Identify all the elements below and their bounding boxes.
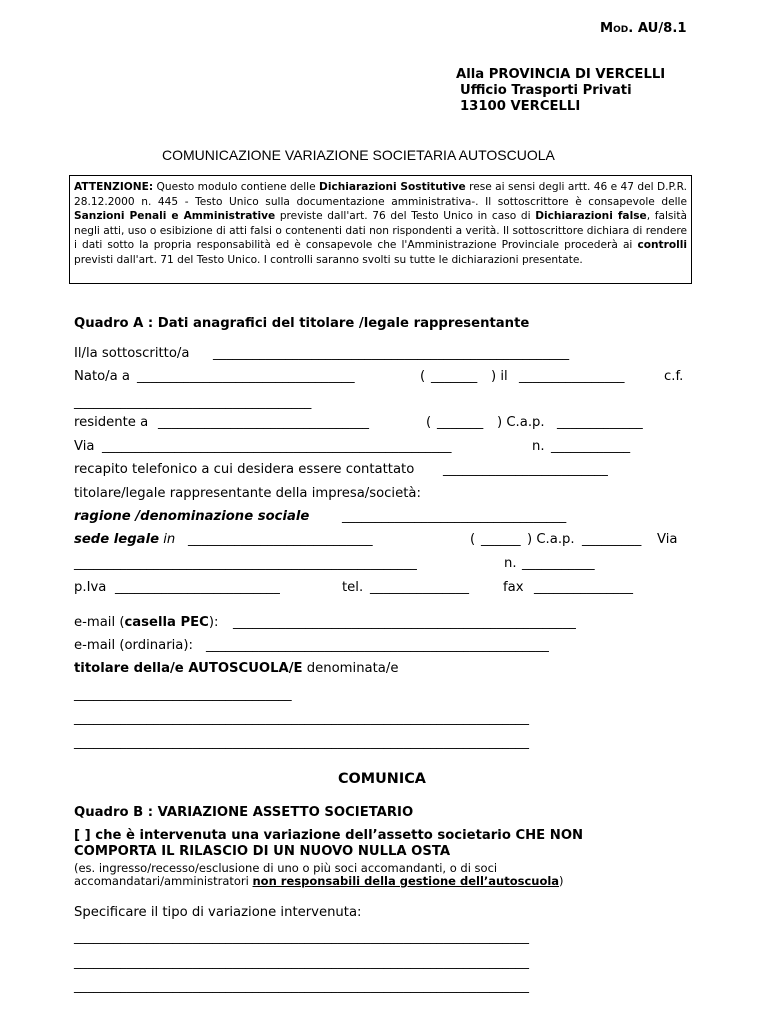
sottoscritto-label: Il/la sottoscritto/a	[74, 346, 190, 361]
nato-date-label: ) il	[491, 369, 508, 384]
autoscuola-field-2[interactable]: _____________________________________________________________________	[74, 711, 529, 726]
tel-label: tel.	[342, 580, 364, 595]
via-label: Via	[74, 439, 95, 454]
nato-label: Nato/a a	[74, 369, 130, 384]
sede-n-label: n.	[504, 556, 517, 571]
email-pec-field[interactable]: ____________________________________________________	[233, 615, 576, 630]
recipient-line-2: Ufficio Trasporti Privati	[460, 83, 632, 98]
autoscuola-field-3[interactable]: _____________________________________________________________________	[74, 735, 529, 750]
page-title: COMUNICAZIONE VARIAZIONE SOCIETARIA AUTOSCUOLA	[162, 147, 555, 163]
sede-via-field[interactable]: ____________________________________________________	[74, 556, 417, 571]
residente-label: residente a	[74, 415, 149, 430]
variazione-line-2: COMPORTA IL RILASCIO DI UN NUOVO NULLA OSTA	[74, 844, 451, 859]
email-ord-label: e-mail (ordinaria):	[74, 638, 193, 653]
residente-field[interactable]: ________________________________	[158, 415, 369, 430]
via-n-label: n.	[532, 439, 545, 454]
autoscuola-field-1[interactable]: _________________________________	[74, 687, 292, 702]
nato-prov-field[interactable]: _______	[431, 369, 478, 384]
specificare-label: Specificare il tipo di variazione intervenuta:	[74, 905, 362, 920]
ragione-field[interactable]: __________________________________	[342, 509, 567, 524]
sede-field[interactable]: ____________________________	[188, 532, 373, 547]
res-paren-open: (	[426, 415, 432, 430]
specificare-field-1[interactable]: _____________________________________________________________________	[74, 930, 529, 945]
nato-paren-open: (	[420, 369, 426, 384]
ragione-label: ragione /denominazione sociale	[74, 509, 310, 524]
quadro-b-heading: Quadro B : VARIAZIONE ASSETTO SOCIETARIO	[74, 805, 414, 820]
sede-prov-field[interactable]: ______	[481, 532, 521, 547]
sede-via-label: Via	[657, 532, 678, 547]
sede-n-field[interactable]: ___________	[522, 556, 595, 571]
piva-label: p.Iva	[74, 580, 107, 595]
recipient-line-1: Alla PROVINCIA DI VERCELLI	[456, 67, 666, 82]
nato-date-field[interactable]: ________________	[519, 369, 625, 384]
titolare-autoscuola-label: titolare della/e AUTOSCUOLA/E denominata/e	[74, 661, 399, 676]
attention-box	[69, 175, 692, 284]
attention-text: ATTENZIONE: Questo modulo contiene delle Dichiarazioni Sostitutive rese ai sensi degli artt. 46 e 47 del D.P.R. 28.12.2000 n. 445 - Testo Unico sulla documentazione amministrativa-. Il sottoscrittore è consapevole delle Sanzioni Penali e Amministrative previste dall'art. 76 del Testo Unico in caso di Dichiarazioni false, falsità negli atti, uso o esibizione di atti falsi o contenenti dati non rispondenti a verità. Il sottoscrittore dichiara di rendere i dati sotto la propria responsabilità ed è consapevole che l'Amministrazione Provinciale procederà ai controlli previsti dall'art. 71 del Testo Unico. I controlli saranno svolti su tutte le dichiarazioni presentate.	[74, 181, 687, 266]
res-prov-field[interactable]: _______	[437, 415, 484, 430]
titolare-impresa-label: titolare/legale rappresentante della impresa/società:	[74, 486, 421, 501]
fax-label: fax	[503, 580, 524, 595]
piva-field[interactable]: _________________________	[115, 580, 280, 595]
specificare-field-3[interactable]: _____________________________________________________________________	[74, 979, 529, 994]
res-cap-label: ) C.a.p.	[497, 415, 545, 430]
tel-field[interactable]: _______________	[370, 580, 469, 595]
nato-field[interactable]: _________________________________	[137, 369, 355, 384]
variazione-checkbox[interactable]: [ ]	[74, 828, 91, 843]
via-field[interactable]: _____________________________________________________	[102, 439, 452, 454]
fax-field[interactable]: _______________	[534, 580, 633, 595]
comunica-heading: COMUNICA	[338, 771, 426, 787]
quadro-a-heading: Quadro A : Dati anagrafici del titolare /legale rappresentante	[74, 316, 530, 331]
variazione-note-1: (es. ingresso/recesso/esclusione di uno o più soci accomandanti, o di soci	[74, 861, 498, 875]
variazione-note-2: accomandatari/amministratori non responsabili della gestione dell’autoscuola)	[74, 874, 564, 888]
sottoscritto-field[interactable]: ______________________________________________________	[213, 346, 570, 361]
variazione-option[interactable]: [ ] che è intervenuta una variazione dell’assetto societario CHE NON	[74, 828, 584, 843]
cf-label: c.f.	[664, 369, 684, 384]
recapito-label: recapito telefonico a cui desidera essere contattato	[74, 462, 415, 477]
recipient-line-3: 13100 VERCELLI	[460, 99, 581, 114]
cf-field[interactable]: ____________________________________	[74, 395, 312, 410]
email-ord-field[interactable]: ____________________________________________________	[206, 638, 549, 653]
sede-cap-label: ) C.a.p.	[527, 532, 575, 547]
attention-label: ATTENZIONE:	[74, 181, 154, 193]
email-pec-label: e-mail (casella PEC):	[74, 615, 219, 630]
recapito-field[interactable]: _________________________	[443, 462, 608, 477]
sede-cap-field[interactable]: _________	[582, 532, 642, 547]
specificare-field-2[interactable]: _____________________________________________________________________	[74, 955, 529, 970]
sede-paren-open: (	[470, 532, 476, 547]
res-cap-field[interactable]: _____________	[557, 415, 643, 430]
form-code: Mod. AU/8.1	[600, 21, 687, 36]
sede-label: sede legale in	[74, 532, 176, 547]
via-n-field[interactable]: ____________	[551, 439, 631, 454]
